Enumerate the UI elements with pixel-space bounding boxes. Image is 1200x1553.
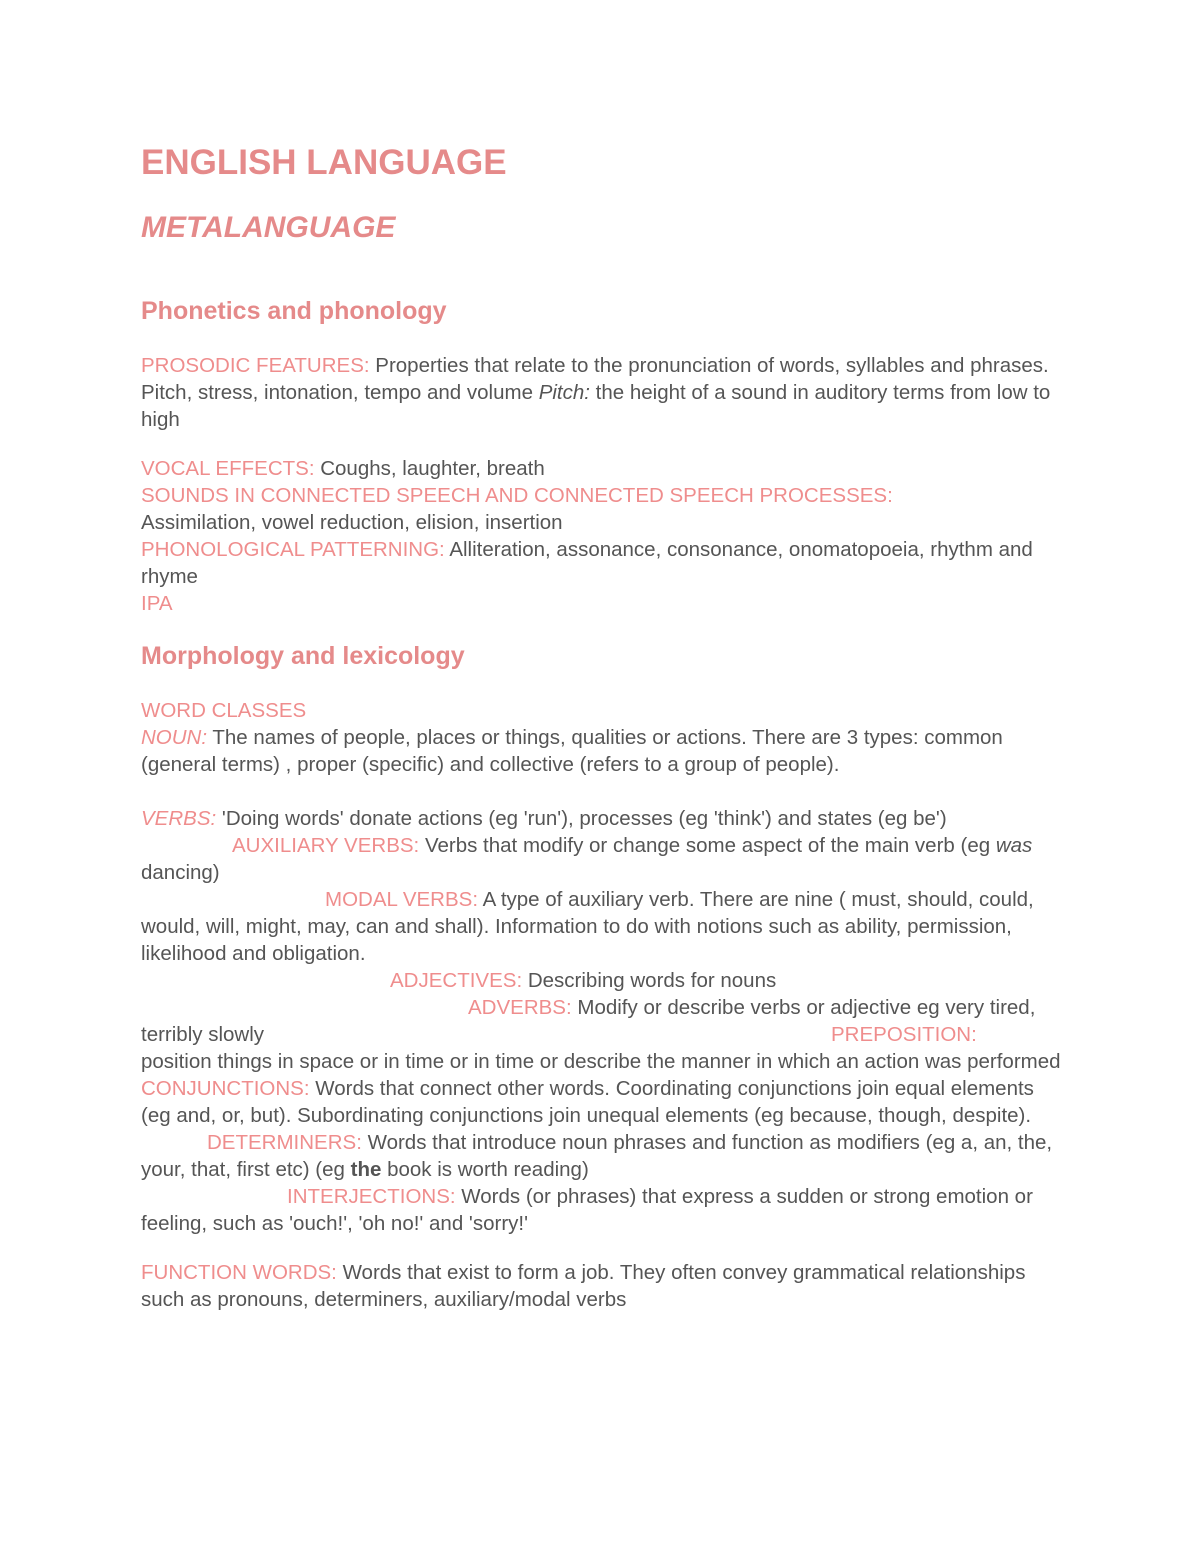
term-label: ADVERBS: [468,996,572,1019]
definition-text: Verbs that modify or change some aspect of the main verb (eg [419,834,996,857]
term-label: PROSODIC FEATURES: [141,354,370,377]
definition-text: The names of people, places or things, qualities or actions. There are 3 types: common (general terms) , proper (specific) and collective (refers to a group of people). [141,726,1003,776]
auxiliary-verbs-entry [141,832,1061,886]
noun-entry [141,724,1061,778]
connected-speech-entry [141,482,1061,536]
vocal-effects-entry [141,455,1061,482]
phonological-patterning-entry [141,536,1061,590]
term-label: FUNCTION WORDS: [141,1261,337,1284]
term-label: Pitch: [538,381,590,404]
term-label: NOUN: [141,726,208,749]
term-label: SOUNDS IN CONNECTED SPEECH AND CONNECTED SPEECH PROCESSES: [141,484,893,507]
document-page [141,138,1061,1313]
example-word: was [995,834,1033,857]
definition-text: the height of a sound in auditory terms from low to high [141,381,1051,431]
definition-text: Modify or describe verbs or adjective eg very tired, terribly slowly [141,996,1036,1046]
term-label: DETERMINERS: [207,1131,362,1154]
document-subtitle: METALANGUAGE [141,211,396,244]
preposition-entry [141,1021,1061,1075]
term-label: MODAL VERBS: [325,888,479,911]
modal-verbs-entry [141,886,1061,967]
verbs-entry [141,805,1061,832]
term-label: CONJUNCTIONS: [141,1077,310,1100]
adjectives-entry [141,967,1061,994]
document-title: ENGLISH LANGUAGE [141,143,507,182]
term-label: IPA [141,592,173,615]
term-label: WORD CLASSES [141,699,307,722]
definition-text: Words (or phrases) that express a sudden or strong emotion or feeling, such as 'ouch!', 'oh no!' and 'sorry!' [141,1185,1033,1235]
definition-text: Properties that relate to the pronunciation of words, syllables and phrases. Pitch, stress, intonation, tempo and volume [141,354,1049,404]
word-classes-entry [141,697,1061,724]
definition-text: Words that connect other words. Coordinating conjunctions join equal elements (eg and, or, but). Subordinating conjunctions join unequal elements (eg because, though, despite). [141,1077,1034,1127]
conjunctions-entry [141,1075,1061,1129]
determiners-entry [141,1129,1061,1183]
definition-text: Words that introduce noun phrases and function as modifiers (eg a, an, the, your, that, first etc) (eg [141,1131,1053,1181]
interjections-entry [141,1183,1061,1237]
definition-text: A type of auxiliary verb. There are nine ( must, should, could, would, will, might, may, can and shall). Information to do with notions such as ability, permission, likelihood and obligation. [141,888,1034,965]
term-label: ADJECTIVES: [390,969,523,992]
term-label: AUXILIARY VERBS: [232,834,420,857]
definition-text: book is worth reading) [381,1158,589,1181]
function-words-entry [141,1259,1061,1313]
term-label: PREPOSITION: [831,1023,977,1046]
example-word: the [350,1158,382,1181]
term-label: PHONOLOGICAL PATTERNING: [141,538,445,561]
term-label: INTERJECTIONS: [287,1185,456,1208]
definition-text: position things in space or in time or in time or describe the manner in which an action was performed [141,1050,1061,1073]
definition-text: Describing words for nouns [522,969,777,992]
definition-text: Words that exist to form a job. They often convey grammatical relationships such as pronouns, determiners, auxiliary/modal verbs [141,1261,1026,1311]
definition-text: Alliteration, assonance, consonance, onomatopoeia, rhythm and rhyme [141,538,1033,588]
term-label: VOCAL EFFECTS: [141,457,315,480]
section-heading-phonetics: Phonetics and phonology [141,297,447,325]
ipa-entry [141,590,1061,617]
section-heading-morphology: Morphology and lexicology [141,642,465,670]
prosodic-features-entry [141,352,1061,433]
term-label: VERBS: [141,807,217,830]
definition-text: Coughs, laughter, breath [314,457,545,480]
definition-text: Assimilation, vowel reduction, elision, insertion [141,511,563,534]
definition-text: 'Doing words' donate actions (eg 'run'), processes (eg 'think') and states (eg be') [216,807,947,830]
definition-text: dancing) [141,861,220,884]
